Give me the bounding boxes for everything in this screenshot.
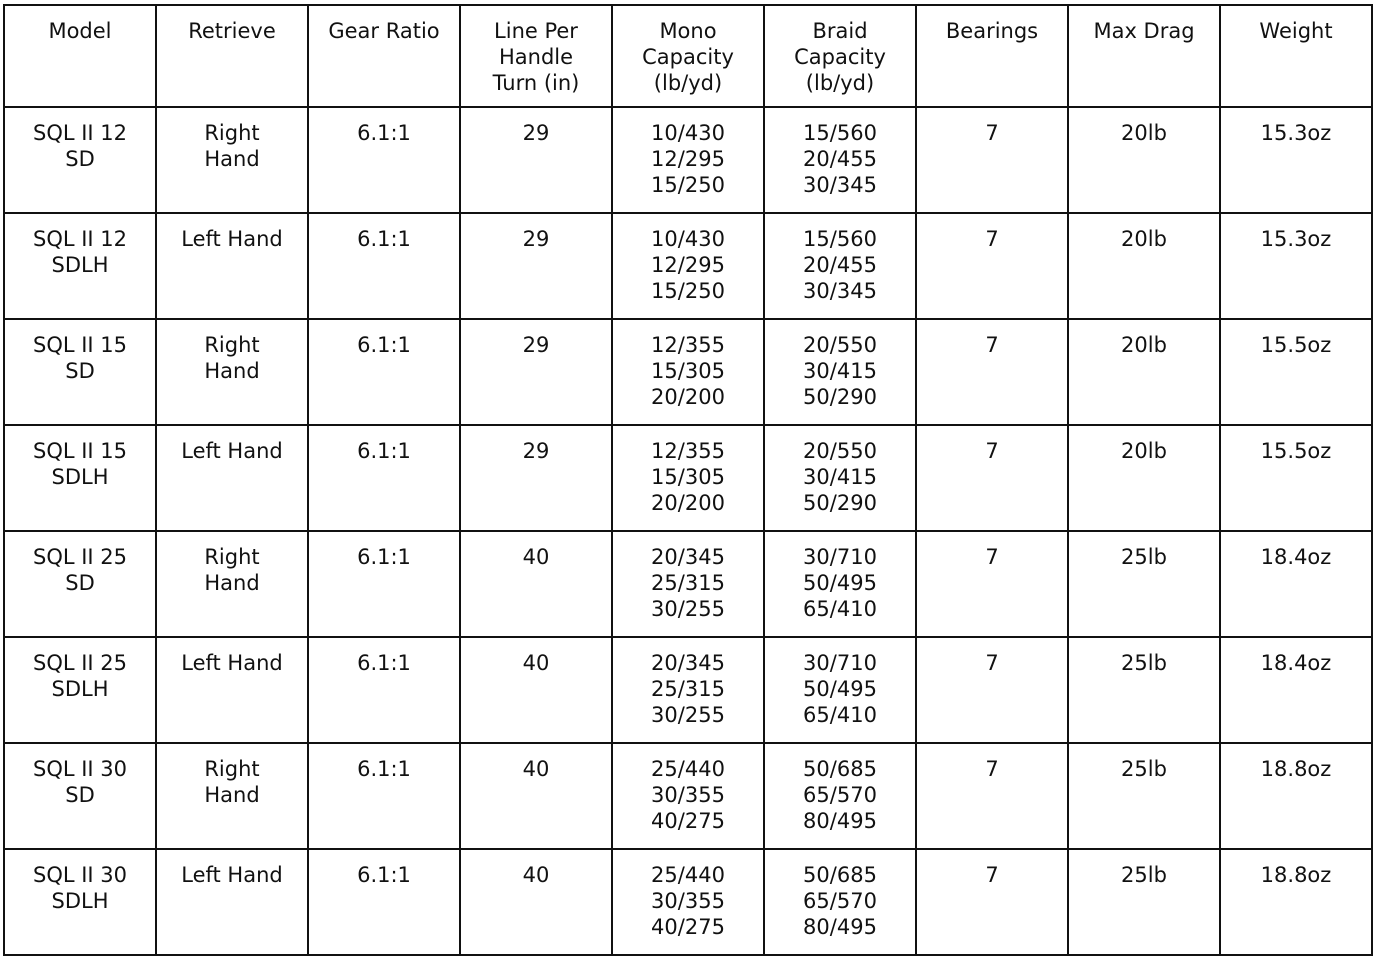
cell-line-per-handle-turn-line: 29	[522, 333, 550, 357]
cell-line-per-handle-turn-line: 40	[522, 651, 550, 675]
table-row	[4, 107, 1372, 213]
cell-mono-capacity-line: 15/250	[651, 173, 725, 197]
cell-mono-capacity	[612, 637, 764, 743]
cell-mono-capacity	[612, 107, 764, 213]
cell-model-line: SD	[65, 783, 95, 807]
header-mono-capacity	[612, 5, 764, 107]
cell-bearings	[916, 531, 1068, 637]
cell-mono-capacity	[612, 425, 764, 531]
cell-max-drag	[1068, 531, 1220, 637]
table-row	[4, 319, 1372, 425]
cell-max-drag-line: 25lb	[1121, 545, 1167, 569]
cell-model	[4, 425, 156, 531]
cell-braid-capacity-line: 50/290	[803, 385, 877, 409]
cell-max-drag	[1068, 425, 1220, 531]
cell-braid-capacity	[764, 849, 916, 955]
cell-gear-ratio-line: 6.1:1	[357, 757, 411, 781]
cell-model-line: SDLH	[51, 465, 109, 489]
cell-braid-capacity-line: 50/290	[803, 491, 877, 515]
cell-model-line: SQL II 25	[32, 651, 128, 675]
cell-weight	[1220, 849, 1372, 955]
cell-max-drag	[1068, 849, 1220, 955]
table-row	[4, 425, 1372, 531]
cell-bearings-line: 7	[985, 333, 999, 357]
header-braid-capacity-line: (lb/yd)	[805, 71, 875, 95]
cell-mono-capacity	[612, 213, 764, 319]
cell-braid-capacity-line: 30/710	[803, 651, 877, 675]
cell-gear-ratio-line: 6.1:1	[357, 863, 411, 887]
cell-line-per-handle-turn-line: 29	[522, 121, 550, 145]
cell-braid-capacity-line: 30/415	[803, 359, 877, 383]
cell-retrieve-line: Right	[204, 333, 260, 357]
cell-braid-capacity-line: 15/560	[803, 121, 877, 145]
cell-braid-capacity-line: 30/415	[803, 465, 877, 489]
cell-max-drag	[1068, 213, 1220, 319]
table-row	[4, 213, 1372, 319]
cell-weight-line: 15.5oz	[1260, 333, 1332, 357]
cell-bearings-line: 7	[985, 757, 999, 781]
cell-braid-capacity-line: 20/455	[803, 253, 877, 277]
cell-braid-capacity-line: 30/345	[803, 279, 877, 303]
cell-retrieve	[156, 425, 308, 531]
cell-max-drag-line: 25lb	[1121, 863, 1167, 887]
cell-mono-capacity-line: 20/200	[651, 385, 725, 409]
cell-weight-line: 18.4oz	[1260, 545, 1332, 569]
cell-retrieve	[156, 743, 308, 849]
cell-mono-capacity-line: 30/355	[651, 783, 725, 807]
cell-bearings	[916, 319, 1068, 425]
cell-braid-capacity	[764, 531, 916, 637]
cell-model-line: SDLH	[51, 889, 109, 913]
cell-mono-capacity-line: 25/440	[651, 863, 725, 887]
cell-model	[4, 531, 156, 637]
cell-line-per-handle-turn-line: 29	[522, 227, 550, 251]
cell-mono-capacity	[612, 319, 764, 425]
cell-line-per-handle-turn	[460, 849, 612, 955]
cell-braid-capacity-line: 30/345	[803, 173, 877, 197]
cell-gear-ratio-line: 6.1:1	[357, 333, 411, 357]
cell-retrieve-line: Left Hand	[181, 227, 283, 251]
cell-mono-capacity	[612, 849, 764, 955]
cell-braid-capacity-line: 20/550	[803, 439, 877, 463]
cell-mono-capacity-line: 15/250	[651, 279, 725, 303]
cell-bearings	[916, 849, 1068, 955]
cell-bearings	[916, 637, 1068, 743]
cell-braid-capacity-line: 20/550	[803, 333, 877, 357]
header-bearings	[916, 5, 1068, 107]
cell-braid-capacity	[764, 425, 916, 531]
cell-weight-line: 18.8oz	[1260, 757, 1332, 781]
header-line-per-handle-turn	[460, 5, 612, 107]
cell-bearings	[916, 425, 1068, 531]
cell-braid-capacity-line: 15/560	[803, 227, 877, 251]
cell-braid-capacity	[764, 743, 916, 849]
cell-weight	[1220, 531, 1372, 637]
cell-model	[4, 849, 156, 955]
cell-weight-line: 18.4oz	[1260, 651, 1332, 675]
cell-max-drag	[1068, 743, 1220, 849]
cell-retrieve-line: Left Hand	[181, 863, 283, 887]
cell-mono-capacity-line: 30/255	[651, 597, 725, 621]
cell-retrieve-line: Right	[204, 121, 260, 145]
cell-max-drag	[1068, 637, 1220, 743]
cell-model-line: SQL II 12	[32, 121, 128, 145]
cell-mono-capacity-line: 20/345	[651, 545, 725, 569]
cell-bearings	[916, 107, 1068, 213]
cell-braid-capacity-line: 65/570	[803, 889, 877, 913]
cell-gear-ratio	[308, 637, 460, 743]
cell-weight-line: 15.3oz	[1260, 227, 1332, 251]
cell-gear-ratio-line: 6.1:1	[357, 227, 411, 251]
cell-model-line: SQL II 30	[32, 863, 128, 887]
cell-model-line: SQL II 15	[32, 333, 128, 357]
cell-braid-capacity-line: 80/495	[803, 809, 877, 833]
cell-model-line: SQL II 12	[32, 227, 128, 251]
header-line-per-handle-turn-line: Line Per	[494, 19, 578, 43]
cell-gear-ratio	[308, 849, 460, 955]
cell-mono-capacity-line: 12/355	[651, 439, 725, 463]
cell-line-per-handle-turn-line: 40	[522, 545, 550, 569]
cell-line-per-handle-turn	[460, 743, 612, 849]
cell-mono-capacity-line: 15/305	[651, 359, 725, 383]
cell-gear-ratio-line: 6.1:1	[357, 439, 411, 463]
cell-mono-capacity-line: 30/355	[651, 889, 725, 913]
cell-retrieve	[156, 107, 308, 213]
cell-retrieve-line: Hand	[204, 359, 260, 383]
table-header	[4, 5, 1372, 107]
cell-mono-capacity-line: 40/275	[651, 809, 725, 833]
cell-model	[4, 319, 156, 425]
cell-max-drag-line: 25lb	[1121, 757, 1167, 781]
header-max-drag	[1068, 5, 1220, 107]
cell-mono-capacity-line: 12/295	[651, 147, 725, 171]
cell-gear-ratio-line: 6.1:1	[357, 121, 411, 145]
cell-retrieve-line: Right	[204, 757, 260, 781]
cell-max-drag-line: 20lb	[1121, 227, 1167, 251]
cell-bearings-line: 7	[985, 863, 999, 887]
cell-retrieve-line: Hand	[204, 571, 260, 595]
cell-braid-capacity	[764, 319, 916, 425]
cell-braid-capacity	[764, 637, 916, 743]
cell-retrieve	[156, 849, 308, 955]
cell-model-line: SQL II 25	[32, 545, 128, 569]
cell-line-per-handle-turn	[460, 531, 612, 637]
cell-mono-capacity-line: 25/440	[651, 757, 725, 781]
header-model	[4, 5, 156, 107]
cell-weight-line: 15.5oz	[1260, 439, 1332, 463]
cell-weight	[1220, 743, 1372, 849]
cell-braid-capacity	[764, 213, 916, 319]
reel-spec-table	[3, 4, 1373, 956]
header-line-per-handle-turn-line: Handle	[498, 45, 574, 69]
cell-gear-ratio	[308, 425, 460, 531]
table-row	[4, 849, 1372, 955]
header-braid-capacity-line: Capacity	[794, 45, 886, 69]
header-line-per-handle-turn-line: Turn (in)	[492, 71, 580, 95]
cell-weight	[1220, 637, 1372, 743]
cell-retrieve-line: Right	[204, 545, 260, 569]
cell-gear-ratio	[308, 531, 460, 637]
header-retrieve-line: Retrieve	[188, 19, 276, 43]
header-mono-capacity-line: (lb/yd)	[653, 71, 723, 95]
cell-model-line: SQL II 15	[32, 439, 128, 463]
cell-mono-capacity-line: 12/355	[651, 333, 725, 357]
cell-retrieve-line: Left Hand	[181, 651, 283, 675]
cell-braid-capacity-line: 50/685	[803, 757, 877, 781]
cell-braid-capacity-line: 50/685	[803, 863, 877, 887]
cell-max-drag-line: 25lb	[1121, 651, 1167, 675]
cell-model-line: SDLH	[51, 677, 109, 701]
header-model-line: Model	[48, 19, 112, 43]
cell-braid-capacity-line: 20/455	[803, 147, 877, 171]
header-bearings-line: Bearings	[945, 19, 1039, 43]
cell-line-per-handle-turn	[460, 637, 612, 743]
cell-mono-capacity-line: 20/200	[651, 491, 725, 515]
cell-retrieve	[156, 531, 308, 637]
cell-braid-capacity-line: 65/410	[803, 597, 877, 621]
cell-retrieve	[156, 213, 308, 319]
cell-braid-capacity-line: 30/710	[803, 545, 877, 569]
cell-line-per-handle-turn-line: 40	[522, 757, 550, 781]
cell-braid-capacity	[764, 107, 916, 213]
cell-mono-capacity-line: 40/275	[651, 915, 725, 939]
cell-bearings	[916, 213, 1068, 319]
cell-braid-capacity-line: 65/570	[803, 783, 877, 807]
cell-retrieve-line: Hand	[204, 147, 260, 171]
cell-line-per-handle-turn	[460, 425, 612, 531]
cell-braid-capacity-line: 50/495	[803, 677, 877, 701]
cell-bearings-line: 7	[985, 651, 999, 675]
header-weight-line: Weight	[1259, 19, 1333, 43]
cell-mono-capacity-line: 30/255	[651, 703, 725, 727]
cell-mono-capacity-line: 20/345	[651, 651, 725, 675]
table-row	[4, 637, 1372, 743]
header-weight	[1220, 5, 1372, 107]
cell-model	[4, 637, 156, 743]
cell-weight-line: 15.3oz	[1260, 121, 1332, 145]
header-braid-capacity-line: Braid	[812, 19, 868, 43]
cell-model-line: SD	[65, 571, 95, 595]
cell-max-drag-line: 20lb	[1121, 121, 1167, 145]
cell-model	[4, 743, 156, 849]
header-mono-capacity-line: Mono	[659, 19, 717, 43]
cell-mono-capacity-line: 10/430	[651, 121, 725, 145]
cell-weight	[1220, 213, 1372, 319]
cell-model-line: SDLH	[51, 253, 109, 277]
cell-max-drag	[1068, 107, 1220, 213]
cell-bearings	[916, 743, 1068, 849]
cell-gear-ratio	[308, 319, 460, 425]
cell-line-per-handle-turn	[460, 319, 612, 425]
cell-braid-capacity-line: 65/410	[803, 703, 877, 727]
cell-mono-capacity-line: 15/305	[651, 465, 725, 489]
cell-gear-ratio	[308, 213, 460, 319]
cell-braid-capacity-line: 80/495	[803, 915, 877, 939]
header-retrieve	[156, 5, 308, 107]
table-row	[4, 531, 1372, 637]
table-row	[4, 743, 1372, 849]
cell-bearings-line: 7	[985, 121, 999, 145]
cell-weight-line: 18.8oz	[1260, 863, 1332, 887]
cell-model-line: SD	[65, 147, 95, 171]
cell-model-line: SQL II 30	[32, 757, 128, 781]
header-mono-capacity-line: Capacity	[642, 45, 734, 69]
cell-model-line: SD	[65, 359, 95, 383]
header-gear-ratio-line: Gear Ratio	[328, 19, 440, 43]
header-gear-ratio	[308, 5, 460, 107]
table-body	[4, 107, 1372, 955]
cell-gear-ratio-line: 6.1:1	[357, 651, 411, 675]
cell-mono-capacity-line: 10/430	[651, 227, 725, 251]
cell-retrieve	[156, 319, 308, 425]
cell-model	[4, 107, 156, 213]
cell-gear-ratio	[308, 107, 460, 213]
cell-mono-capacity	[612, 531, 764, 637]
header-row	[4, 5, 1372, 107]
cell-line-per-handle-turn-line: 40	[522, 863, 550, 887]
cell-retrieve-line: Left Hand	[181, 439, 283, 463]
cell-weight	[1220, 319, 1372, 425]
cell-gear-ratio-line: 6.1:1	[357, 545, 411, 569]
cell-model	[4, 213, 156, 319]
cell-weight	[1220, 425, 1372, 531]
cell-braid-capacity-line: 50/495	[803, 571, 877, 595]
cell-line-per-handle-turn-line: 29	[522, 439, 550, 463]
cell-gear-ratio	[308, 743, 460, 849]
cell-max-drag	[1068, 319, 1220, 425]
cell-retrieve-line: Hand	[204, 783, 260, 807]
cell-max-drag-line: 20lb	[1121, 333, 1167, 357]
cell-retrieve	[156, 637, 308, 743]
cell-bearings-line: 7	[985, 227, 999, 251]
cell-bearings-line: 7	[985, 439, 999, 463]
cell-mono-capacity-line: 25/315	[651, 677, 725, 701]
cell-max-drag-line: 20lb	[1121, 439, 1167, 463]
cell-weight	[1220, 107, 1372, 213]
cell-mono-capacity-line: 12/295	[651, 253, 725, 277]
cell-line-per-handle-turn	[460, 107, 612, 213]
cell-mono-capacity-line: 25/315	[651, 571, 725, 595]
header-max-drag-line: Max Drag	[1093, 19, 1195, 43]
header-braid-capacity	[764, 5, 916, 107]
cell-line-per-handle-turn	[460, 213, 612, 319]
cell-bearings-line: 7	[985, 545, 999, 569]
cell-mono-capacity	[612, 743, 764, 849]
